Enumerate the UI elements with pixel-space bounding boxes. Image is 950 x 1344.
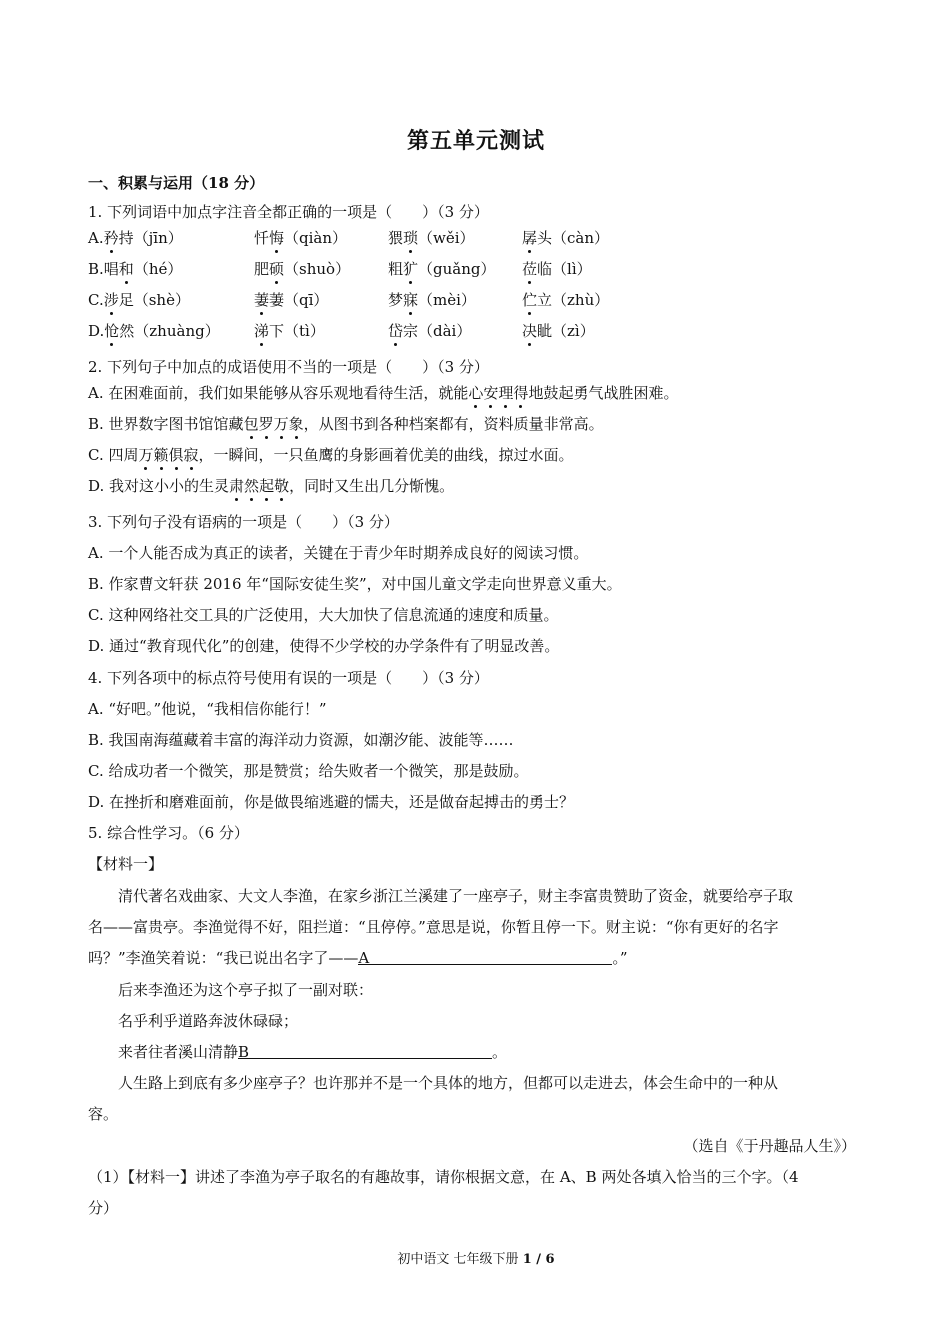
question-4-option-d: D. 在挫折和磨难面前，你是做畏缩逃避的懦夫，还是做奋起搏击的勇士？ [88, 793, 575, 811]
document-page [88, 0, 864, 1344]
couplet-line-2: 来者往者溪山清静B 。 [118, 1043, 508, 1061]
question-2-stem: 2. 下列句子中加点的成语使用不当的一项是（ ）（3 分） [88, 358, 489, 376]
blank-a[interactable]: A [358, 948, 612, 965]
material-paragraph-line: 清代著名戏曲家、大文人李渔，在家乡浙江兰溪建了一座亭子，财主李富贵赞助了资金，就要给亭子取 [118, 887, 794, 905]
question-3-stem: 3. 下列句子没有语病的一项是（ ）（3 分） [88, 513, 399, 531]
material-paragraph-line: 名——富贵亭。李渔觉得不好，阻拦道：“且停停。”意思是说，你暂且停一下。财主说：“你有更好的名字 [88, 918, 779, 936]
question-1-option-d: D.怆然（zhuàng） 涕下（tì） 岱宗（dài） 决眦（zì） [88, 322, 595, 340]
question-3-option-a: A. 一个人能否成为真正的读者，关键在于青少年时期养成良好的阅读习惯。 [88, 544, 589, 562]
material-paragraph-line: 人生路上到底有多少座亭子？也许那并不是一个具体的地方，但都可以走进去，体会生命中的一种从 [118, 1074, 779, 1092]
page-title: 第五单元测试 [406, 128, 545, 154]
question-3-option-d: D. 通过“教育现代化”的创建，使得不少学校的办学条件有了明显改善。 [88, 637, 560, 655]
question-1-stem: 1. 下列词语中加点字注音全都正确的一项是（ ）（3 分） [88, 203, 489, 221]
question-1-option-a: A.矜持（jīn） 忏悔（qiàn） 猥琐（wěi） 孱头（càn） [88, 229, 610, 247]
dotted-idiom: 心安理得 [468, 384, 529, 402]
question-4-stem: 4. 下列各项中的标点符号使用有误的一项是（ ）（3 分） [88, 669, 489, 687]
sub-question-1: （1）【材料一】讲述了李渔为亭子取名的有趣故事，请你根据文意，在 A、B 两处各填入恰当的三个字。（4 [88, 1168, 799, 1186]
blank-b[interactable]: B [238, 1042, 492, 1059]
dotted-idiom: 包罗万象 [243, 415, 304, 433]
sub-question-1-cont: 分） [88, 1199, 119, 1217]
couplet-line-1: 名乎利乎道路奔波休碌碌； [118, 1012, 299, 1030]
question-4-option-b: B. 我国南海蕴藏着丰富的海洋动力资源，如潮汐能、波能等…… [88, 731, 514, 749]
page-number: 1 / 6 [522, 1252, 555, 1267]
section-heading: 一、积累与运用（18 分） [88, 174, 265, 192]
question-2-option-c: C. 四周万籁俱寂，一瞬间，一只鱼鹰的身影画着优美的曲线，掠过水面。 [88, 446, 574, 464]
material-paragraph-line: 后来李渔还为这个亭子拟了一副对联： [118, 981, 374, 999]
question-2-option-a: A. 在困难面前，我们如果能够从容乐观地看待生活，就能心安理得地鼓起勇气战胜困难。 [88, 384, 679, 402]
material-label: 【材料一】 [88, 855, 164, 873]
question-2-option-b: B. 世界数字图书馆馆藏包罗万象，从图书到各种档案都有，资料质量非常高。 [88, 415, 604, 433]
question-4-option-a: A. “好吧。”他说，“我相信你能行！” [88, 700, 327, 718]
material-paragraph-line: 吗？”李渔笑着说：“我已说出名字了——A 。” [88, 949, 628, 967]
dotted-idiom: 肃然起敬 [229, 477, 290, 495]
dotted-idiom: 万籁俱寂 [138, 446, 199, 464]
question-1-option-c: C.涉足（shè） 萋萋（qī） 梦寐（mèi） 伫立（zhù） [88, 291, 610, 309]
question-5-stem: 5. 综合性学习。（6 分） [88, 824, 249, 842]
question-2-option-d: D. 我对这小小的生灵肃然起敬，同时又生出几分惭愧。 [88, 477, 455, 495]
source-citation: （选自《于丹趣品人生》） [683, 1137, 856, 1155]
page-footer: 初中语文 七年级下册 1 / 6 [397, 1252, 555, 1267]
question-3-option-b: B. 作家曹文轩获 2016 年“国际安徒生奖”，对中国儿童文学走向世界意义重大。 [88, 575, 622, 593]
question-4-option-c: C. 给成功者一个微笑，那是赞赏；给失败者一个微笑，那是鼓励。 [88, 762, 529, 780]
material-paragraph-line: 容。 [88, 1105, 119, 1123]
question-3-option-c: C. 这种网络社交工具的广泛使用，大大加快了信息流通的速度和质量。 [88, 606, 559, 624]
question-1-option-b: B.唱和（hé） 肥硕（shuò） 粗犷（guǎng） 莅临（lì） [88, 260, 592, 278]
